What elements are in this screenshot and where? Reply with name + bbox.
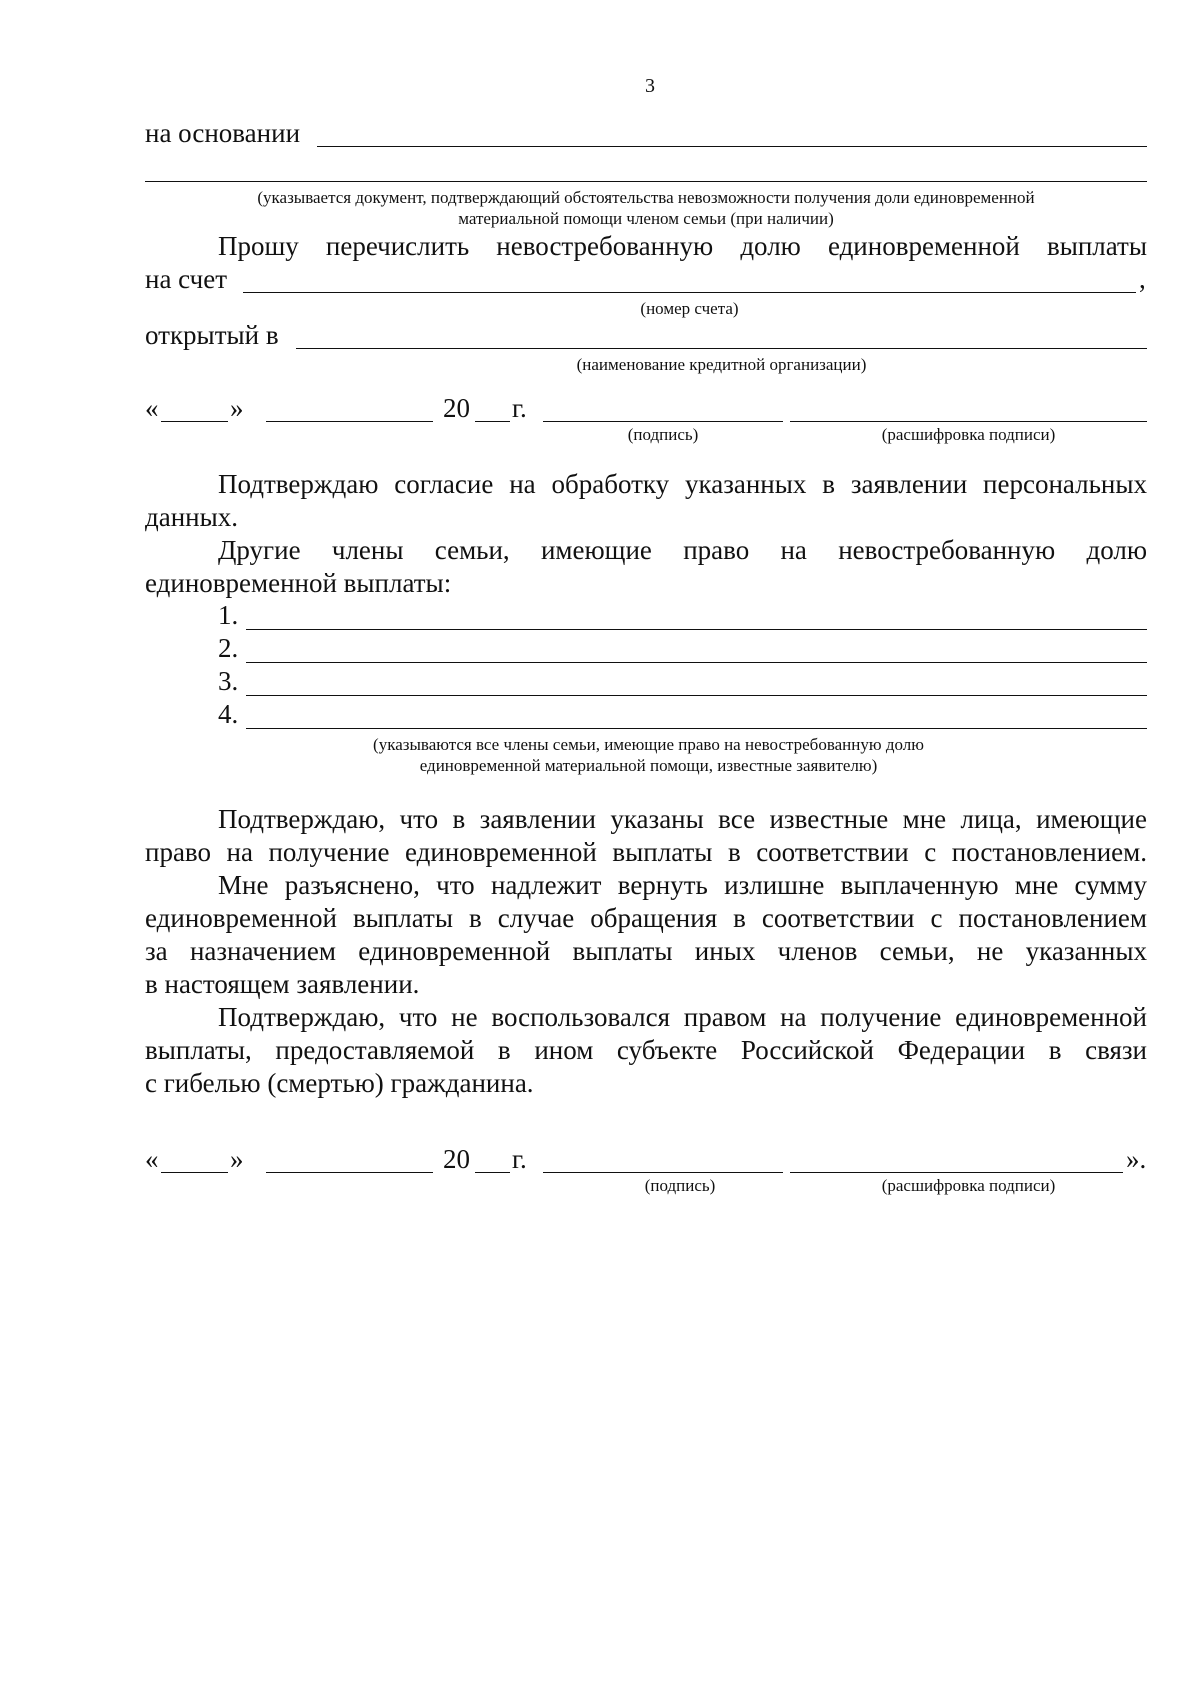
- signature-fill-line[interactable]: [543, 421, 783, 422]
- members-hint-1: (указываются все члены семьи, имеющие право на невостребованную долю: [373, 735, 924, 754]
- year2-fill-line[interactable]: [475, 1172, 510, 1173]
- month2-fill-line[interactable]: [266, 1172, 433, 1173]
- account-hint: (номер счета): [640, 299, 739, 318]
- member-fill-line-2[interactable]: [246, 662, 1147, 663]
- member-number-2: 2.: [218, 633, 239, 663]
- member-number-1: 1.: [218, 600, 239, 630]
- account-fill-line[interactable]: [243, 292, 1136, 293]
- year2-prefix: 20: [443, 1144, 470, 1174]
- members-hint-2: единовременной материальной помощи, известные заявителю): [419, 756, 878, 775]
- consent-line-1: Подтверждаю согласие на обработку указанных в заявлении персональных: [218, 469, 1147, 499]
- not-used-line-3: с гибелью (смертью) гражданина.: [145, 1068, 534, 1098]
- member-fill-line-1[interactable]: [246, 629, 1147, 630]
- closing-quote-mark: ».: [1126, 1144, 1147, 1174]
- year-suffix: г.: [512, 393, 527, 423]
- basis-fill-line-2[interactable]: [145, 181, 1147, 182]
- month-fill-line[interactable]: [266, 421, 433, 422]
- date2-close-quote: »: [230, 1144, 244, 1174]
- member-fill-line-4[interactable]: [246, 728, 1147, 729]
- day-fill-line[interactable]: [161, 421, 228, 422]
- basis-hint-1: (указывается документ, подтверждающий обстоятельства невозможности получения доли единовременной: [257, 188, 1035, 207]
- signature2-decode-fill-line[interactable]: [790, 1172, 1123, 1173]
- members-line-2: единовременной выплаты:: [145, 568, 452, 598]
- signature2-decode-hint: (расшифровка подписи): [881, 1176, 1056, 1195]
- not-used-line-2: выплаты, предоставляемой в ином субъекте Российской Федерации в связи: [145, 1035, 1147, 1065]
- account-comma: ,: [1139, 264, 1146, 294]
- bank-fill-line[interactable]: [296, 348, 1147, 349]
- year2-suffix: г.: [512, 1144, 527, 1174]
- basis-hint-2: материальной помощи членом семьи (при наличии): [458, 209, 834, 228]
- confirm-all-line-1: Подтверждаю, что в заявлении указаны все известные мне лица, имеющие: [218, 804, 1147, 834]
- page-number: 3: [645, 75, 655, 97]
- date-close-quote: »: [230, 393, 244, 423]
- member-fill-line-3[interactable]: [246, 695, 1147, 696]
- explained-line-2: единовременной выплаты в случае обращения в соответствии с постановлением: [145, 903, 1147, 933]
- consent-line-2: данных.: [145, 502, 239, 532]
- signature-hint: (подпись): [627, 425, 699, 444]
- basis-fill-line[interactable]: [317, 146, 1147, 147]
- explained-line-1: Мне разъяснено, что надлежит вернуть излишне выплаченную мне сумму: [218, 870, 1147, 900]
- account-label: на счет: [145, 264, 227, 294]
- date2-open-quote: «: [145, 1144, 159, 1174]
- bank-hint: (наименование кредитной организации): [576, 355, 867, 374]
- signature-decode-hint: (расшифровка подписи): [881, 425, 1056, 444]
- bank-label: открытый в: [145, 320, 279, 350]
- signature2-fill-line[interactable]: [543, 1172, 783, 1173]
- explained-line-3: за назначением единовременной выплаты иных членов семьи, не указанных: [145, 936, 1147, 966]
- explained-line-4: в настоящем заявлении.: [145, 969, 420, 999]
- signature2-hint: (подпись): [644, 1176, 716, 1195]
- member-number-4: 4.: [218, 699, 239, 729]
- basis-label: на основании: [145, 118, 301, 148]
- member-number-3: 3.: [218, 666, 239, 696]
- year-prefix: 20: [443, 393, 470, 423]
- day2-fill-line[interactable]: [161, 1172, 228, 1173]
- transfer-line-1: Прошу перечислить невостребованную долю единовременной выплаты: [218, 231, 1147, 261]
- year-fill-line[interactable]: [475, 421, 510, 422]
- signature-decode-fill-line[interactable]: [790, 421, 1147, 422]
- date-open-quote: «: [145, 393, 159, 423]
- not-used-line-1: Подтверждаю, что не воспользовался правом на получение единовременной: [218, 1002, 1147, 1032]
- confirm-all-line-2: право на получение единовременной выплаты в соответствии с постановлением.: [145, 837, 1147, 867]
- members-line-1: Другие члены семьи, имеющие право на невостребованную долю: [218, 535, 1147, 565]
